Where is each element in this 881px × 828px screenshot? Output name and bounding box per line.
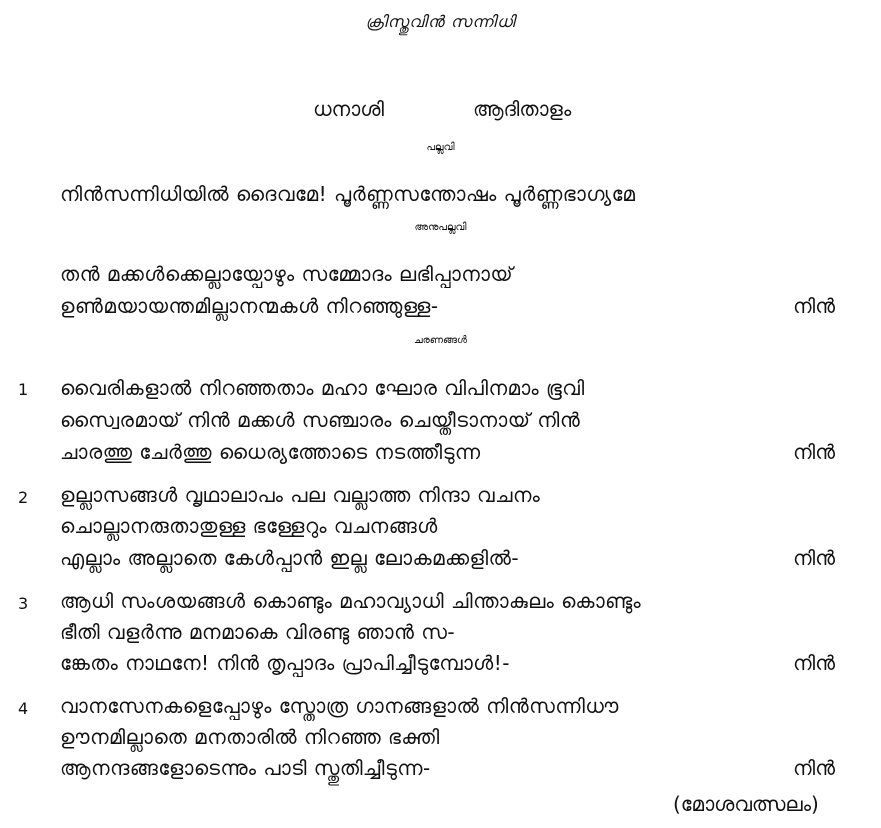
anupallavi-heading: അനുപല്ലവി <box>414 222 467 233</box>
anupallavi-refrain: നിൻ <box>793 294 835 318</box>
anupallavi-line-2: ഉൺമയായന്തമില്ലാനന്മകൾ നിറഞ്ഞുള്ള- <box>60 294 439 318</box>
stanza-3-line-2: ഭീതി വളർന്നു മനമാകെ വിരണ്ടു ഞാൻ സ- <box>60 620 456 644</box>
pallavi-heading: പല്ലവി <box>426 142 455 153</box>
stanza-4-line-1: വാനസേനകളെപ്പോഴും സ്തോത്ര ഗാനങ്ങളാൽ നിൻസന്നിധൗ <box>60 694 619 718</box>
song-title: ക്രിസ്തുവിൻ സന്നിധി <box>365 12 516 31</box>
stanza-2-line-1: ഉല്ലാസങ്ങൾ വൃഥാലാപം പല വല്ലാത്ത നിന്ദാ വചനം <box>60 483 541 507</box>
anupallavi-line-1: തൻ മക്കൾക്കെല്ലായ്പോഴും സമ്മോദം ലഭിപ്പാനായ് <box>60 262 514 286</box>
stanza-1-line-2: സ്വൈരമായ് നിൻ മക്കൾ സഞ്ചാരം ചെയ്തീടാനായ് നിൻ <box>60 408 581 432</box>
stanza-3-line-1: ആധി സംശയങ്ങൾ കൊണ്ടും മഹാവ്യാധി ചിന്താകുലം കൊണ്ടും <box>60 589 642 613</box>
stanza-3-refrain: നിൻ <box>793 651 835 675</box>
author-credit: (മോശവത്സലം) <box>673 792 819 816</box>
stanza-1-line-3: ചാരത്തു ചേർത്തു ധൈര്യത്തോടെ നടത്തീടുന്ന <box>60 440 481 464</box>
stanza-4-refrain: നിൻ <box>793 756 835 780</box>
stanza-3-line-3: ങ്കേതം നാഥനേ! നിൻ തൃപ്പാദം പ്രാപിച്ചീടുമ്പോൾ!- <box>60 651 511 675</box>
tala-name: ആദിതാളം <box>473 97 572 121</box>
stanza-4-line-2: ഊനമില്ലാതെ മനതാരിൽ നിറഞ്ഞ ഭക്തി <box>60 725 440 749</box>
stanza-2-line-3: എല്ലാം അല്ലാതെ കേൾപ്പാൻ ഇല്ല ലോകമക്കളിൽ- <box>60 546 520 570</box>
raga-name: ധനാശി <box>313 97 384 121</box>
stanza-2-line-2: ചൊല്ലാനരുതാതുള്ള ഭള്ളേറും വചനങ്ങൾ <box>60 514 438 538</box>
stanza-number: 4 <box>18 699 29 718</box>
stanza-number: 1 <box>18 380 29 399</box>
stanza-number: 3 <box>18 594 29 613</box>
stanza-1-line-1: വൈരികളാൽ നിറഞ്ഞതാം മഹാ ഘോര വിപിനമാം ഭൂവി <box>60 376 585 400</box>
stanza-4-line-3: ആനന്ദങ്ങളോടെന്നും പാടി സ്തുതിച്ചീടുന്ന- <box>60 756 431 780</box>
pallavi-line: നിൻസന്നിധിയിൽ ദൈവമേ! പൂർണ്ണസന്തോഷം പൂർണ്ണഭാഗ്യമേ <box>60 182 636 206</box>
stanza-number: 2 <box>18 488 29 507</box>
stanza-1-refrain: നിൻ <box>793 440 835 464</box>
charanangal-heading: ചരണങ്ങൾ <box>413 335 468 346</box>
stanza-2-refrain: നിൻ <box>793 546 835 570</box>
